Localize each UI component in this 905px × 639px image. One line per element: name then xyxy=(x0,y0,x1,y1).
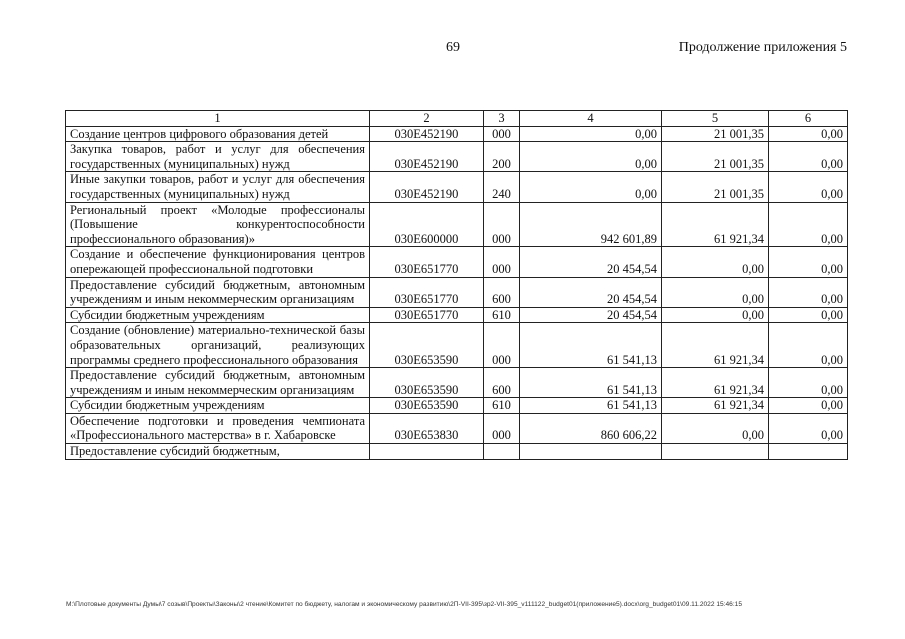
target-article-code: 030E651770 xyxy=(370,247,484,277)
table-row xyxy=(66,142,848,172)
amount-col5 xyxy=(662,444,769,460)
amount-col6: 0,00 xyxy=(769,142,848,172)
expense-kind-code: 000 xyxy=(484,247,520,277)
amount-col6: 0,00 xyxy=(769,307,848,323)
amount-col5: 21 001,35 xyxy=(662,142,769,172)
amount-col6: 0,00 xyxy=(769,398,848,414)
expense-kind-code: 000 xyxy=(484,202,520,247)
amount-col4: 0,00 xyxy=(520,142,662,172)
table-row xyxy=(66,323,848,368)
target-article-code: 030E600000 xyxy=(370,202,484,247)
target-article-code: 030E452190 xyxy=(370,172,484,202)
expense-kind-code: 000 xyxy=(484,413,520,443)
item-name: Субсидии бюджетным учреждениям xyxy=(66,398,370,414)
amount-col4: 20 454,54 xyxy=(520,277,662,307)
target-article-code: 030E653590 xyxy=(370,398,484,414)
amount-col6: 0,00 xyxy=(769,368,848,398)
amount-col5: 0,00 xyxy=(662,307,769,323)
column-number: 2 xyxy=(370,111,484,127)
amount-col6: 0,00 xyxy=(769,323,848,368)
column-number: 6 xyxy=(769,111,848,127)
amount-col4: 860 606,22 xyxy=(520,413,662,443)
amount-col4: 20 454,54 xyxy=(520,307,662,323)
expense-kind-code: 200 xyxy=(484,142,520,172)
target-article-code: 030E452190 xyxy=(370,142,484,172)
table-row xyxy=(66,368,848,398)
page-number: 69 xyxy=(446,40,460,55)
amount-col5: 61 921,34 xyxy=(662,202,769,247)
target-article-code xyxy=(370,444,484,460)
table-row xyxy=(66,398,848,414)
item-name: Иные закупки товаров, работ и услуг для обеспечения государственных (муниципальных) нужд xyxy=(66,172,370,202)
amount-col5: 0,00 xyxy=(662,277,769,307)
column-number-row xyxy=(66,111,848,127)
expense-kind-code: 600 xyxy=(484,368,520,398)
expense-kind-code: 600 xyxy=(484,277,520,307)
amount-col6: 0,00 xyxy=(769,126,848,142)
item-name: Субсидии бюджетным учреждениям xyxy=(66,307,370,323)
table-row xyxy=(66,202,848,247)
amount-col4: 0,00 xyxy=(520,126,662,142)
target-article-code: 030E653830 xyxy=(370,413,484,443)
amount-col6 xyxy=(769,444,848,460)
target-article-code: 030E651770 xyxy=(370,277,484,307)
amount-col4: 0,00 xyxy=(520,172,662,202)
expense-kind-code: 240 xyxy=(484,172,520,202)
document-file-path: М:\Плотовые документы Думы\7 созыв\Проекты\Законы\2 чтение\Комитет по бюджету, налогам и экономическому развитию\2П-VII-395\зp2-VII-395_v111122_budget01(приложение5).docx\org_budget01\09.11.2022 15:46:15 xyxy=(66,601,742,608)
item-name: Создание (обновление) материально-технической базы образовательных организаций, реализующих программы среднего профессионального образования xyxy=(66,323,370,368)
amount-col6: 0,00 xyxy=(769,277,848,307)
table-row xyxy=(66,277,848,307)
amount-col5: 61 921,34 xyxy=(662,398,769,414)
amount-col5: 0,00 xyxy=(662,413,769,443)
amount-col4: 20 454,54 xyxy=(520,247,662,277)
amount-col5: 21 001,35 xyxy=(662,172,769,202)
amount-col6: 0,00 xyxy=(769,413,848,443)
amount-col4 xyxy=(520,444,662,460)
column-number: 1 xyxy=(66,111,370,127)
column-number: 5 xyxy=(662,111,769,127)
target-article-code: 030E452190 xyxy=(370,126,484,142)
expense-kind-code: 000 xyxy=(484,323,520,368)
amount-col5: 61 921,34 xyxy=(662,368,769,398)
budget-table xyxy=(65,110,848,460)
table-row xyxy=(66,172,848,202)
expense-kind-code xyxy=(484,444,520,460)
column-number: 4 xyxy=(520,111,662,127)
table-row xyxy=(66,247,848,277)
item-name: Создание центров цифрового образования детей xyxy=(66,126,370,142)
target-article-code: 030E653590 xyxy=(370,323,484,368)
expense-kind-code: 610 xyxy=(484,307,520,323)
table-row xyxy=(66,307,848,323)
target-article-code: 030E653590 xyxy=(370,368,484,398)
appendix-continuation-note: Продолжение приложения 5 xyxy=(678,40,847,55)
expense-kind-code: 000 xyxy=(484,126,520,142)
amount-col4: 61 541,13 xyxy=(520,368,662,398)
table-row xyxy=(66,126,848,142)
item-name: Создание и обеспечение функционирования центров опережающей профессиональной подготовки xyxy=(66,247,370,277)
item-name: Обеспечение подготовки и проведения чемпионата «Профессионального мастерства» в г. Хабаровске xyxy=(66,413,370,443)
table-row xyxy=(66,413,848,443)
amount-col5: 61 921,34 xyxy=(662,323,769,368)
item-name: Предоставление субсидий бюджетным, автономным учреждениям и иным некоммерческим организациям xyxy=(66,277,370,307)
amount-col4: 61 541,13 xyxy=(520,398,662,414)
amount-col4: 61 541,13 xyxy=(520,323,662,368)
amount-col6: 0,00 xyxy=(769,172,848,202)
amount-col6: 0,00 xyxy=(769,247,848,277)
amount-col4: 942 601,89 xyxy=(520,202,662,247)
item-name: Предоставление субсидий бюджетным, автономным учреждениям и иным некоммерческим организациям xyxy=(66,368,370,398)
target-article-code: 030E651770 xyxy=(370,307,484,323)
table-row xyxy=(66,444,848,460)
item-name: Региональный проект «Молодые профессионалы (Повышение конкурентоспособности профессионального образования)» xyxy=(66,202,370,247)
amount-col5: 21 001,35 xyxy=(662,126,769,142)
amount-col5: 0,00 xyxy=(662,247,769,277)
item-name: Предоставление субсидий бюджетным, xyxy=(66,444,370,460)
item-name: Закупка товаров, работ и услуг для обеспечения государственных (муниципальных) нужд xyxy=(66,142,370,172)
amount-col6: 0,00 xyxy=(769,202,848,247)
column-number: 3 xyxy=(484,111,520,127)
expense-kind-code: 610 xyxy=(484,398,520,414)
